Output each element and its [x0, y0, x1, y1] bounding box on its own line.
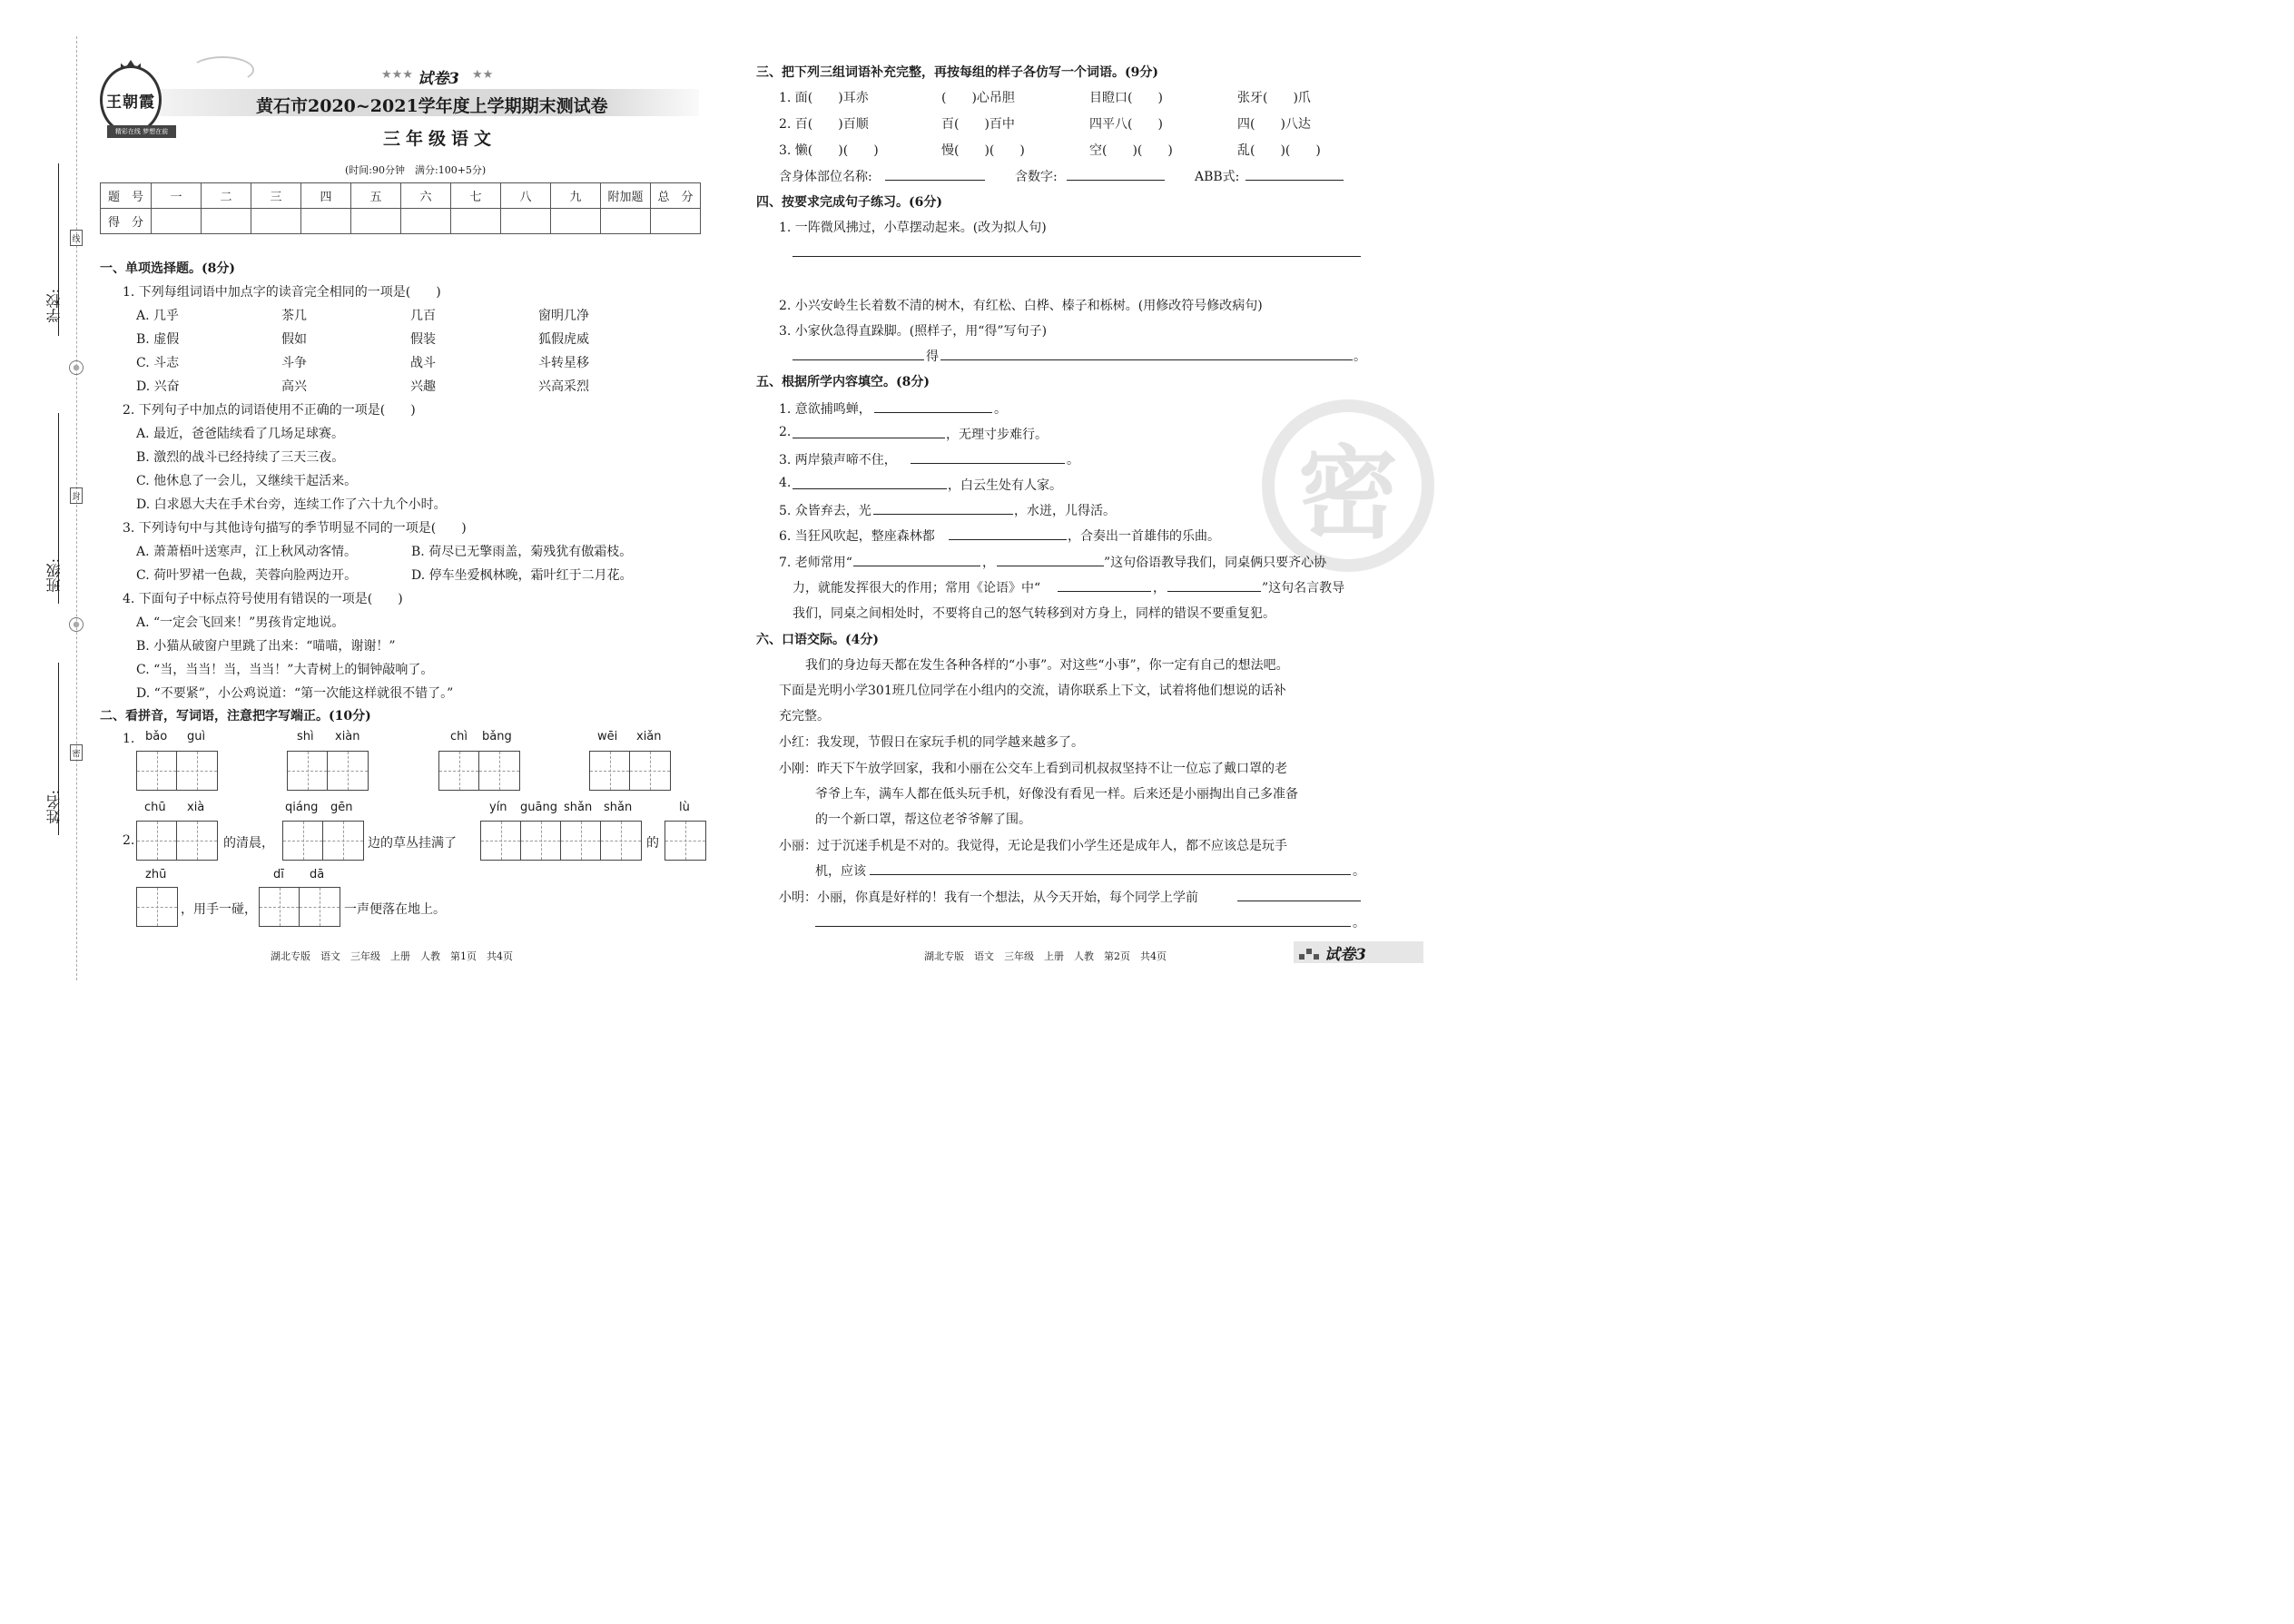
section-3-title: 三、把下列三组词语补充完整，再按每组的样子各仿写一个词语。(9分) — [756, 65, 1158, 80]
secret-stamp-watermark: 密 — [1262, 399, 1434, 572]
writing-grid[interactable] — [136, 887, 178, 927]
fill-abb-label: ABB式: — [1195, 170, 1240, 184]
q2-stem: 2. 下列句子中加点的词语使用不正确的一项是( ) — [123, 403, 416, 418]
answer-line[interactable] — [1058, 591, 1151, 592]
answer-line[interactable] — [885, 180, 985, 181]
name-label: 姓名: — [45, 790, 63, 824]
answer-line[interactable] — [870, 874, 1351, 875]
answer-line[interactable] — [873, 514, 1013, 515]
fill-body-part-label: 含身体部位名称: — [779, 170, 872, 184]
answer-line[interactable] — [949, 539, 1067, 540]
star-decoration-left: ★★★ — [381, 68, 413, 82]
exam-title: 黄石市2020~2021学年度上学期期末测试卷 — [256, 96, 608, 116]
pinyin: dā — [310, 868, 325, 881]
ribbon-decoration — [191, 56, 254, 84]
binding-hole-icon — [69, 360, 84, 375]
q4-option-d[interactable]: D. “不要紧”，小公鸡说道：“第一次能这样就很不错了。” — [136, 686, 454, 701]
q4-stem: 4. 下面句子中标点符号使用有错误的一项是( ) — [123, 592, 403, 606]
q3-option-d[interactable]: D. 停车坐爱枫林晚，霜叶红于二月花。 — [411, 568, 633, 583]
answer-line[interactable] — [911, 463, 1065, 464]
section-4-title: 四、按要求完成句子练习。(6分) — [756, 195, 942, 210]
answer-line[interactable] — [1245, 180, 1344, 181]
score-table-header-row: 题 号 一 二 三 四 五 六 七 八 九 附加题 总 分 — [101, 183, 701, 209]
pinyin: bǎo — [145, 730, 168, 743]
answer-line[interactable] — [874, 412, 992, 413]
writing-grid[interactable] — [136, 751, 218, 791]
section-2-title: 二、看拼音，写词语，注意把字写端正。(10分) — [100, 709, 371, 723]
q3-option-c[interactable]: C. 荷叶罗裙一色裁，芙蓉向脸两边开。 — [136, 568, 358, 583]
pinyin: yín — [489, 801, 507, 814]
pinyin: shì — [297, 730, 314, 743]
q2-option-d[interactable]: D. 白求恩大夫在手术台旁，连续工作了六十九个小时。 — [136, 497, 447, 512]
writing-grid[interactable] — [665, 821, 706, 861]
footer-left: 湖北专版 语文 三年级 上册 人教 第1页 共4页 — [271, 950, 513, 962]
page-tag: 试卷3 — [1294, 941, 1423, 963]
binding-mark-seal: 封 — [70, 487, 83, 504]
s2-q2-number: 2. — [123, 833, 135, 848]
q1-stem: 1. 下列每组词语中加点字的读音完全相同的一项是( ) — [123, 285, 441, 300]
pinyin: xià — [187, 801, 205, 814]
pinyin: gēn — [330, 801, 353, 814]
q3-option-b[interactable]: B. 荷尽已无擎雨盖，菊残犹有傲霜枝。 — [411, 545, 633, 559]
dialog-xiaoming: 小明：小丽，你真是好样的！我有一个想法，从今天开始，每个同学上学前 — [779, 891, 1198, 905]
binding-hole-icon — [69, 617, 84, 632]
q4-option-a[interactable]: A. “一定会飞回来！”男孩肯定地说。 — [136, 615, 345, 630]
footer-right: 湖北专版 语文 三年级 上册 人教 第2页 共4页 — [924, 950, 1167, 962]
exam-subtitle: 三年级语文 — [383, 129, 497, 149]
pinyin: chū — [144, 801, 166, 814]
section-5-title: 五、根据所学内容填空。(8分) — [756, 375, 930, 389]
answer-line[interactable] — [815, 926, 1351, 927]
score-table — [100, 182, 701, 234]
answer-line[interactable] — [793, 488, 947, 489]
answer-line[interactable] — [793, 256, 1361, 257]
pinyin: qiáng — [285, 801, 319, 814]
publisher-seal-logo: 王朝霞 — [100, 65, 162, 134]
writing-grid[interactable] — [589, 751, 671, 791]
dialog-xiaogang: 小刚：昨天下午放学回家，我和小丽在公交车上看到司机叔叔坚持不让一位忘了戴口罩的老 — [779, 762, 1287, 776]
seal-ribbon: 精彩在线 梦想在前 — [107, 125, 176, 138]
pinyin: zhū — [145, 868, 167, 881]
answer-line[interactable] — [793, 359, 924, 360]
q4-option-c[interactable]: C. “当，当当！当，当当！”大青树上的铜钟敲响了。 — [136, 663, 434, 677]
pinyin: dī — [273, 868, 284, 881]
star-decoration-right: ★★ — [472, 68, 494, 82]
dialog-xiaohong: 小红：我发现，节假日在家玩手机的同学越来越多了。 — [779, 735, 1084, 750]
class-label: 班级: — [45, 558, 63, 593]
score-table-score-row: 得 分 — [101, 209, 701, 234]
writing-grid[interactable] — [259, 887, 340, 927]
pinyin: xiàn — [335, 730, 360, 743]
pinyin: lù — [679, 801, 690, 814]
pinyin: bǎng — [482, 730, 512, 743]
square-decoration — [1299, 954, 1305, 960]
q2-option-a[interactable]: A. 最近，爸爸陆续看了几场足球赛。 — [136, 427, 345, 441]
answer-line[interactable] — [1067, 180, 1165, 181]
binding-mark-line: 线 — [70, 230, 83, 246]
section-1-title: 一、单项选择题。(8分) — [100, 261, 235, 276]
pinyin: wēi — [597, 730, 618, 743]
fold-dashed-line — [76, 36, 77, 980]
exam-info: (时间:90分钟 满分:100+5分) — [345, 164, 487, 176]
answer-line[interactable] — [1167, 591, 1261, 592]
fill-number-label: 含数字: — [1015, 170, 1058, 184]
answer-line[interactable] — [940, 359, 1353, 360]
pinyin: xiǎn — [636, 730, 662, 743]
school-label: 学校: — [45, 289, 63, 323]
writing-grid[interactable] — [287, 751, 369, 791]
q3-stem: 3. 下列诗句中与其他诗句描写的季节明显不同的一项是( ) — [123, 521, 467, 536]
square-decoration — [1306, 949, 1312, 954]
pinyin: shǎn — [564, 801, 593, 814]
pinyin: guì — [187, 730, 206, 743]
q2-option-c[interactable]: C. 他休息了一会儿，又继续干起活来。 — [136, 474, 358, 488]
q3-option-a[interactable]: A. 萧萧梧叶送寒声，江上秋风动客情。 — [136, 545, 358, 559]
writing-grid[interactable] — [438, 751, 520, 791]
pinyin: chì — [450, 730, 468, 743]
binding-mark-secret: 密 — [70, 744, 83, 761]
writing-grid[interactable] — [136, 821, 218, 861]
writing-grid[interactable] — [480, 821, 642, 861]
pinyin: guāng — [520, 801, 557, 814]
section-6-title: 六、口语交际。(4分) — [756, 633, 879, 647]
q2-option-b[interactable]: B. 激烈的战斗已经持续了三天三夜。 — [136, 450, 345, 465]
square-decoration — [1314, 954, 1319, 960]
s2-q1-number: 1. — [123, 732, 135, 746]
dialog-xiaoli: 小丽：过于沉迷手机是不对的。我觉得，无论是我们小学生还是成年人，都不应该总是玩手 — [779, 839, 1287, 853]
exam-series: 试卷3 — [418, 70, 459, 88]
pinyin: shǎn — [604, 801, 633, 814]
q4-option-b[interactable]: B. 小猫从破窗户里跳了出来：“喵喵，谢谢！” — [136, 639, 396, 654]
writing-grid[interactable] — [282, 821, 364, 861]
